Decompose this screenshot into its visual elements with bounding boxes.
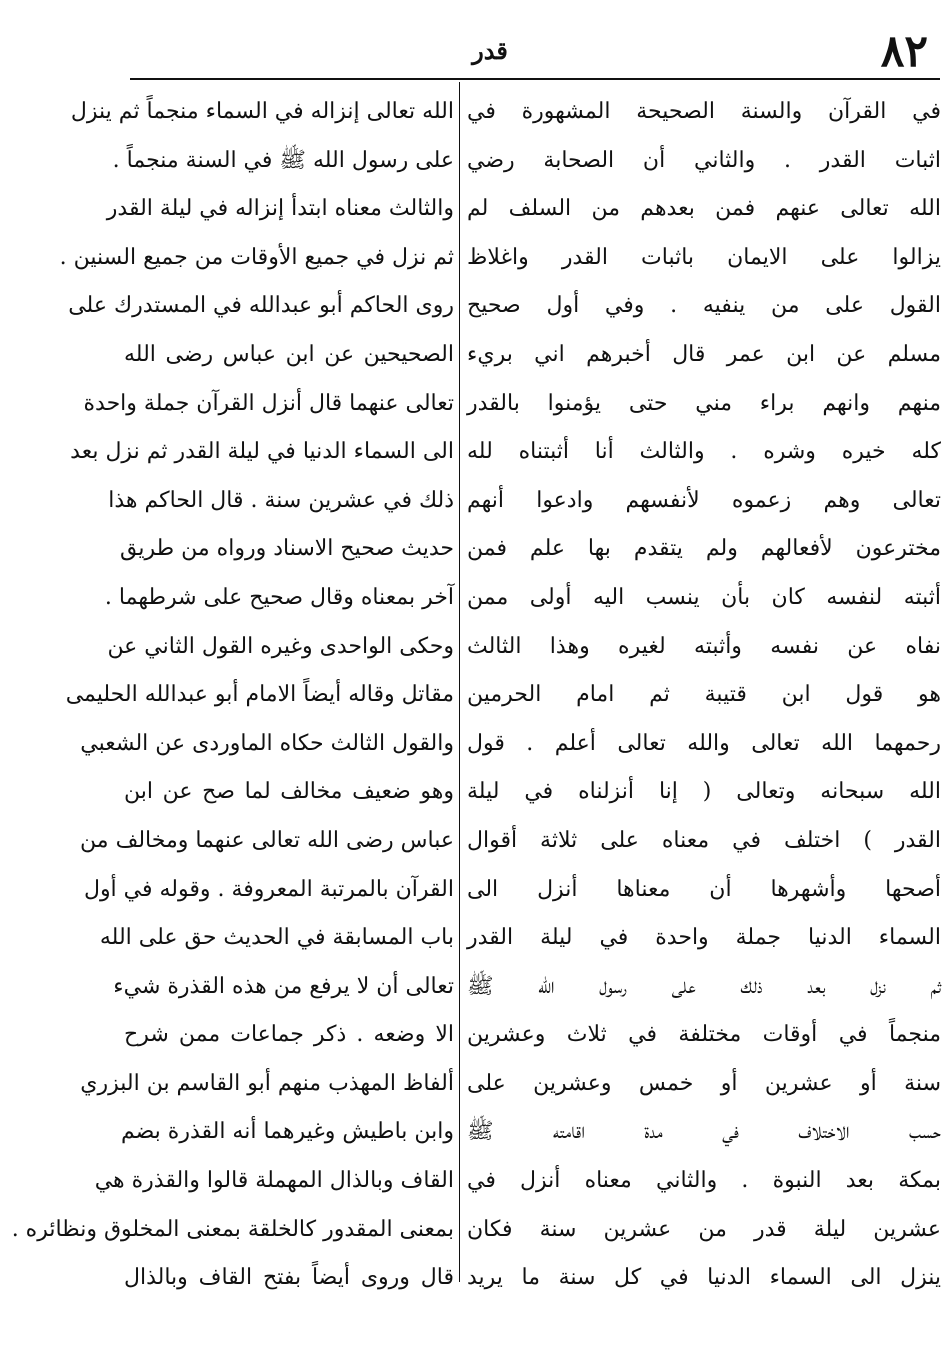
text-line: ينزل الى السماء الدنيا في كل سنة ما يريد [467, 1265, 941, 1291]
text-line: عشرين ليلة قدر من عشرين سنة فكان [467, 1216, 941, 1242]
text-line: الصحيحين عن ابن عباس رضى الله [124, 341, 454, 367]
left-column [11, 88, 454, 1303]
text-line: تعالى وهم زعموه لأنفسهم وادعوا أنهم [467, 487, 941, 513]
text-line: الله تعالى إنزاله في السماء منجماً ثم ينزل [70, 99, 454, 124]
text-line: على رسول الله ﷺ في السنة منجماً . [112, 147, 454, 173]
text-line: روى الحاكم أبو عبدالله في المستدرك على [68, 293, 454, 319]
text-line: نفاه عن نفسه وأثبته لغيره وهذا الثالث [467, 633, 941, 659]
text-line: بمعنى المقدور كالخلقة بمعنى المخلوق ونظائره . [11, 1216, 454, 1242]
text-line: هو قول ابن قتيبة ثم امام الحرمين [467, 682, 941, 708]
text-line: الا وضعه . ذكر جماعات ممن شرح [124, 1022, 454, 1048]
right-column [467, 88, 941, 1303]
text-line: مخترعون لأفعالهم ولم يتقدم بها علم فمن [467, 536, 941, 562]
column-divider [459, 82, 460, 1282]
text-line: آخر بمعناه وقال صحيح على شرطهما . [104, 584, 454, 610]
text-line: كله خيره وشره . والثالث أنا أثبتناه لله [467, 439, 941, 465]
text-line: يزالوا على الايمان باثبات القدر واغلاظ [467, 244, 941, 270]
text-line: السماء الدنيا جملة واحدة في ليلة القدر [467, 925, 941, 951]
page-number: ٨٢ [880, 26, 928, 77]
text-line: رحمهما الله تعالى والله تعالى أعلم . قول [467, 730, 941, 756]
text-line: حديث صحيح الاسناد ورواه من طريق [120, 536, 454, 562]
text-line: ذلك في عشرين سنة . قال الحاكم هذا [108, 487, 454, 513]
text-line: سنة أو عشرين أو خمس وعشرين على [467, 1070, 941, 1096]
text-line: قال وروى أيضاً بفتح القاف وبالذال [124, 1265, 454, 1291]
text-line: ثم نزل بعد ذلك على رسول الله ﷺ [467, 973, 941, 999]
text-line: القدر ) اختلف في معناه على ثلاثة أقوال [467, 827, 941, 853]
text-line: الى السماء الدنيا في ليلة القدر ثم نزل بعد [70, 439, 454, 465]
text-line: عباس رضى الله تعالى عنهما ومخالف من [80, 827, 454, 853]
text-line: ثم نزل في جميع الأوقات من جميع السنين . [59, 244, 454, 270]
text-line: في القرآن والسنة الصحيحة المشهورة في [467, 99, 941, 124]
text-line: حسب الاختلاف في مدة اقامته ﷺ [467, 1119, 941, 1145]
running-title: قدر [472, 36, 508, 65]
text-line: منهم وانهم براء مني حتى يؤمنوا بالقدر [467, 390, 941, 416]
text-line: مقاتل وقاله أيضاً الامام أبو عبدالله الحليمى [65, 682, 454, 708]
text-line: والثالث معناه ابتدأ إنزاله في ليلة القدر [106, 196, 454, 222]
text-line: أصحها وأشهرها أن معناها أنزل الى [467, 876, 941, 902]
text-line: اثبات القدر . والثاني أن الصحابة رضي [467, 147, 941, 173]
text-line: القول على من ينفيه . وفي أول صحيح [467, 293, 941, 319]
text-line: القاف وبالذال المهملة قالوا والقذرة هي [94, 1168, 454, 1194]
text-line: الله تعالى عنهم فمن بعدهم من السلف لم [467, 196, 941, 222]
text-line: وحكى الواحدى وغيره القول الثاني عن [107, 633, 454, 659]
text-line: تعالى أن لا يرفع من هذه القذرة شيء [113, 973, 454, 999]
text-line: بمكة بعد النبوة . والثاني معناه أنزل في [467, 1168, 942, 1194]
text-line: الله سبحانه وتعالى ( إنا أنزلناه في ليلة [467, 779, 941, 805]
text-line: ألفاظ المهذب منهم أبو القاسم بن البزري [80, 1070, 454, 1096]
text-line: مسلم عن ابن عمر قال أخبرهم اني بريء [467, 341, 941, 367]
text-line: تعالى عنهما قال أنزل القرآن جملة واحدة [83, 390, 454, 416]
text-line: القرآن بالمرتبة المعروفة . وقوله في أول [83, 876, 454, 902]
text-line: وهو ضعيف مخالف لما صح عن ابن [124, 779, 454, 805]
text-line: وابن باطيش وغيرهما أنه القذرة بضم [120, 1119, 454, 1145]
text-line: باب المسابقة في الحديث حق على الله [99, 925, 454, 951]
page-header [130, 26, 940, 77]
header-rule [130, 78, 940, 80]
text-line: منجماً في أوقات مختلفة في ثلاث وعشرين [467, 1022, 941, 1048]
text-line: والقول الثالث حكاه الماوردى عن الشعبي [80, 730, 454, 756]
text-line: أثبته لنفسه كان بأن ينسب اليه أولى ممن [467, 584, 941, 610]
